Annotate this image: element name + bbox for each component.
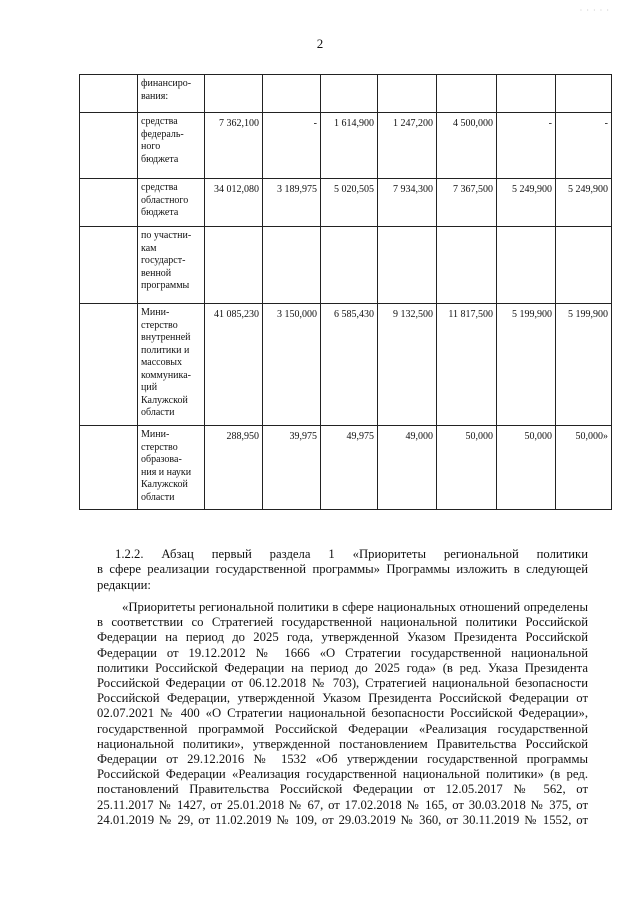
table-row xyxy=(80,113,612,179)
quote-line: Федерации от 19.12.2012 № 1666 «О Стратегии государственной национальной xyxy=(97,645,588,660)
value-cell: 5 020,505 xyxy=(321,179,378,227)
quote-line: «Приоритеты региональной политики в сфере национальных отношений определены xyxy=(122,600,588,614)
value-cell xyxy=(437,75,497,113)
value-cell: 5 249,900 xyxy=(497,179,556,227)
value-cell: 6 585,430 xyxy=(321,304,378,426)
value-cell: 7 367,500 xyxy=(437,179,497,227)
value-cell: - xyxy=(497,113,556,179)
paragraph-1-line-1: 1.2.2. Абзац первый раздела 1 «Приоритеты региональной политики xyxy=(115,547,588,561)
value-cell xyxy=(437,227,497,304)
value-cell: 1 247,200 xyxy=(378,113,437,179)
quoted-priorities-text xyxy=(97,600,588,828)
empty-cell xyxy=(80,75,138,113)
value-cell: 5 199,900 xyxy=(497,304,556,426)
quote-line: 25.11.2017 № 1427, от 25.01.2018 № 67, от 17.02.2018 № 165, от 30.03.2018 № 375, от xyxy=(97,797,588,812)
value-cell: 1 614,900 xyxy=(321,113,378,179)
value-cell: 41 085,230 xyxy=(205,304,263,426)
value-cell: 49,000 xyxy=(378,426,437,510)
value-cell: 49,975 xyxy=(321,426,378,510)
value-cell: 7 934,300 xyxy=(378,179,437,227)
empty-cell xyxy=(80,227,138,304)
value-cell xyxy=(263,227,321,304)
row-label: Мини- стерство образова- ния и науки Калужской области xyxy=(138,426,205,510)
table-row xyxy=(80,227,612,304)
value-cell: 288,950 xyxy=(205,426,263,510)
page-number: 2 xyxy=(316,36,324,51)
quote-line: государственной программой Российской Федерации «Реализация государственной xyxy=(97,721,588,736)
value-cell xyxy=(497,75,556,113)
value-cell: 9 132,500 xyxy=(378,304,437,426)
row-label: финансиро- вания: xyxy=(138,75,205,113)
table-row xyxy=(80,426,612,510)
value-cell: 50,000 xyxy=(437,426,497,510)
value-cell: 5 199,900 xyxy=(556,304,612,426)
quote-line: Российской Федерации от 06.12.2018 № 703), Стратегией национальной безопасности xyxy=(97,676,588,691)
quote-line: 24.01.2019 № 29, от 11.02.2019 № 109, от 29.03.2019 № 360, от 30.11.2019 № 1552, от xyxy=(97,812,588,827)
value-cell xyxy=(321,75,378,113)
paragraph-1-line-3: редакции: xyxy=(97,578,151,592)
empty-cell xyxy=(80,426,138,510)
empty-cell xyxy=(80,179,138,227)
top-corner-mark: · · · · · xyxy=(579,6,610,15)
value-cell xyxy=(556,227,612,304)
quote-line: 02.07.2021 № 400 «О Стратегии национальной безопасности Российской Федерации», xyxy=(97,706,588,721)
financing-table xyxy=(79,74,612,510)
row-label: средства федераль- ного бюджета xyxy=(138,113,205,179)
table-row xyxy=(80,179,612,227)
table-row xyxy=(80,75,612,113)
quote-line: Федерации от 29.12.2016 № 1532 «Об утверждении государственной программы xyxy=(97,752,588,767)
value-cell xyxy=(556,75,612,113)
empty-cell xyxy=(80,304,138,426)
row-label: средства областного бюджета xyxy=(138,179,205,227)
value-cell: 11 817,500 xyxy=(437,304,497,426)
value-cell xyxy=(497,227,556,304)
value-cell: 7 362,100 xyxy=(205,113,263,179)
value-cell xyxy=(205,227,263,304)
quote-line: Российской Федерации, утвержденной Указом Президента Российской Федерации от xyxy=(97,691,588,706)
value-cell: 50,000 xyxy=(497,426,556,510)
row-label: по участни- кам государст- венной программы xyxy=(138,227,205,304)
quote-line: Федерации на период до 2025 года, утвержденной Указом Президента Российской xyxy=(97,630,588,645)
value-cell xyxy=(378,75,437,113)
quote-line: в соответствии со Стратегией государственной национальной политики Российской xyxy=(97,615,588,630)
value-cell: 3 189,975 xyxy=(263,179,321,227)
value-cell: - xyxy=(263,113,321,179)
value-cell: 34 012,080 xyxy=(205,179,263,227)
empty-cell xyxy=(80,113,138,179)
value-cell: 50,000» xyxy=(556,426,612,510)
quote-line: постановлений Правительства Российской Федерации от 12.05.2017 № 562, от xyxy=(97,782,588,797)
value-cell xyxy=(378,227,437,304)
value-cell xyxy=(205,75,263,113)
quote-line: национальной политики», утвержденной постановлением Правительства Российской xyxy=(97,736,588,751)
value-cell: - xyxy=(556,113,612,179)
value-cell xyxy=(263,75,321,113)
value-cell: 5 249,900 xyxy=(556,179,612,227)
value-cell xyxy=(321,227,378,304)
row-label: Мини- стерство внутренней политики и массовых коммуника- ций Калужской области xyxy=(138,304,205,426)
value-cell: 3 150,000 xyxy=(263,304,321,426)
table-row xyxy=(80,304,612,426)
value-cell: 39,975 xyxy=(263,426,321,510)
value-cell: 4 500,000 xyxy=(437,113,497,179)
quote-line: Российской Федерации «Реализация государственной национальной политики» (в ред. xyxy=(97,767,588,782)
quote-line: политики Российской Федерации на период до 2025 года» (в ред. Указа Президента xyxy=(97,660,588,675)
paragraph-1-line-2: в сфере реализации государственной программы» Программы изложить в следующей xyxy=(97,562,588,576)
